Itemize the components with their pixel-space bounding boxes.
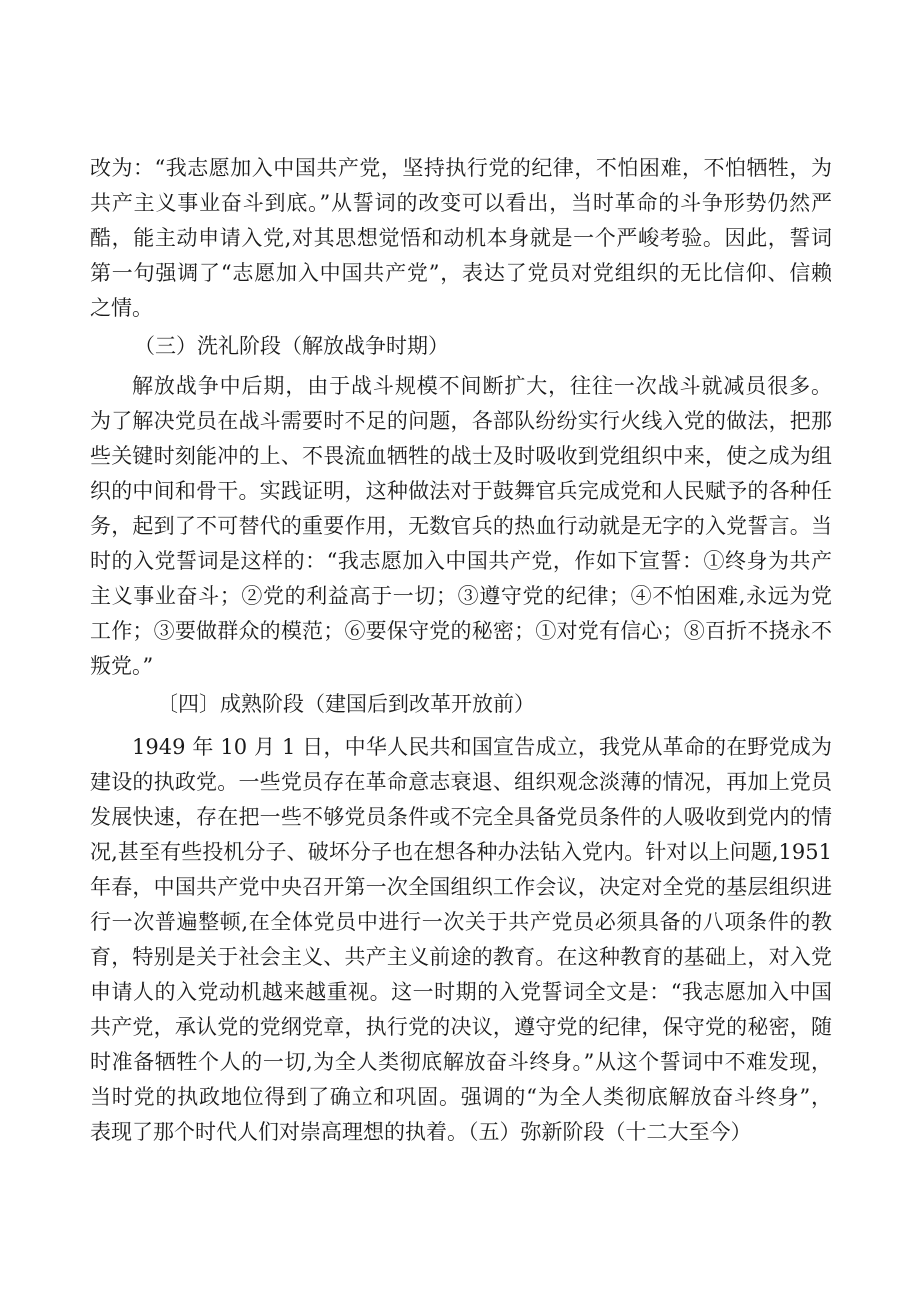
text-line: 些关键时刻能冲的上、不畏流血牺牲的战士及时吸收到党组织中来，使之成为组: [90, 444, 832, 468]
text-line: 行一次普遍整顿,在全体党员中进行一次关于共产党员必须具备的八项条件的教: [90, 910, 832, 934]
text-line: 务，起到了不可替代的重要作用，无数官兵的热血行动就是无字的入党誓言。当: [90, 514, 832, 538]
text-line: 建设的执政党。一些党员存在革命意志衰退、组织观念淡薄的情况，再加上党员: [90, 770, 832, 794]
text-line: 申请人的入党动机越来越重视。这一时期的入党誓词全文是：“我志愿加入中国: [90, 980, 832, 1004]
text-line: 主义事业奋斗；②党的利益高于一切；③遵守党的纪律；④不怕困难,永远为党: [90, 584, 832, 608]
text-line: 酷，能主动申请入党,对其思想觉悟和动机本身就是一个严峻考验。因此，誓词: [90, 226, 832, 250]
section-heading-four: 〔四〕成熟阶段（建国后到改革开放前）: [157, 692, 535, 716]
text-line: 第一句强调了“志愿加入中国共产党”，表达了党员对党组织的无比信仰、信赖: [90, 261, 832, 285]
text-line: 共产党，承认党的党纲党章，执行党的决议，遵守党的纪律，保守党的秘密，随: [90, 1015, 832, 1039]
text-line: 况,甚至有些投机分子、破坏分子也在想各种办法钻入党内。针对以上问题,1951: [90, 840, 832, 864]
text-line: 工作；③要做群众的模范；⑥要保守党的秘密；①对党有信心；⑧百折不挠永不: [90, 619, 832, 643]
text-line: 发展快速，存在把一些不够党员条件或不完全具备党员条件的人吸收到党内的情: [90, 805, 832, 829]
text-line: 育，特别是关于社会主义、共产主义前途的教育。在这种教育的基础上，对入党: [90, 945, 832, 969]
text-line: 年春，中国共产党中央召开第一次全国组织工作会议，决定对全党的基层组织进: [90, 875, 832, 899]
text-line: 当时党的执政地位得到了确立和巩固。强调的“为全人类彻底解放奋斗终身”，: [90, 1085, 832, 1109]
text-line: 共产主义事业奋斗到底。”从誓词的改变可以看出，当时革命的斗争形势仍然严: [90, 191, 832, 215]
text-line: 表现了那个时代人们对崇高理想的执着。（五）弥新阶段（十二大至今）: [90, 1120, 752, 1144]
text-line: 为了解决党员在战斗需要时不足的问题，各部队纷纷实行火线入党的做法，把那: [90, 409, 832, 433]
text-line: 时准备牺牲个人的一切,为全人类彻底解放奋斗终身。”从这个誓词中不难发现，: [90, 1050, 832, 1074]
section-heading-three: （三）洗礼阶段（解放战争时期）: [134, 334, 449, 358]
text-line: 时的入党誓词是这样的：“我志愿加入中国共产党，作如下宣誓：①终身为共产: [90, 549, 832, 573]
text-line: 叛党。”: [90, 654, 154, 678]
text-line: 1949 年 10 月 1 日，中华人民共和国宣告成立，我党从革命的在野党成为: [132, 735, 832, 759]
text-line: 织的中间和骨干。实践证明，这种做法对于鼓舞官兵完成党和人民赋予的各种任: [90, 479, 832, 503]
text-line: 改为：“我志愿加入中国共产党，坚持执行党的纪律，不怕困难，不怕牺牲，为: [90, 156, 832, 180]
text-line: 之情。: [90, 296, 153, 320]
text-line: 解放战争中后期，由于战斗规模不间断扩大，往往一次战斗就减员很多。: [132, 374, 832, 398]
